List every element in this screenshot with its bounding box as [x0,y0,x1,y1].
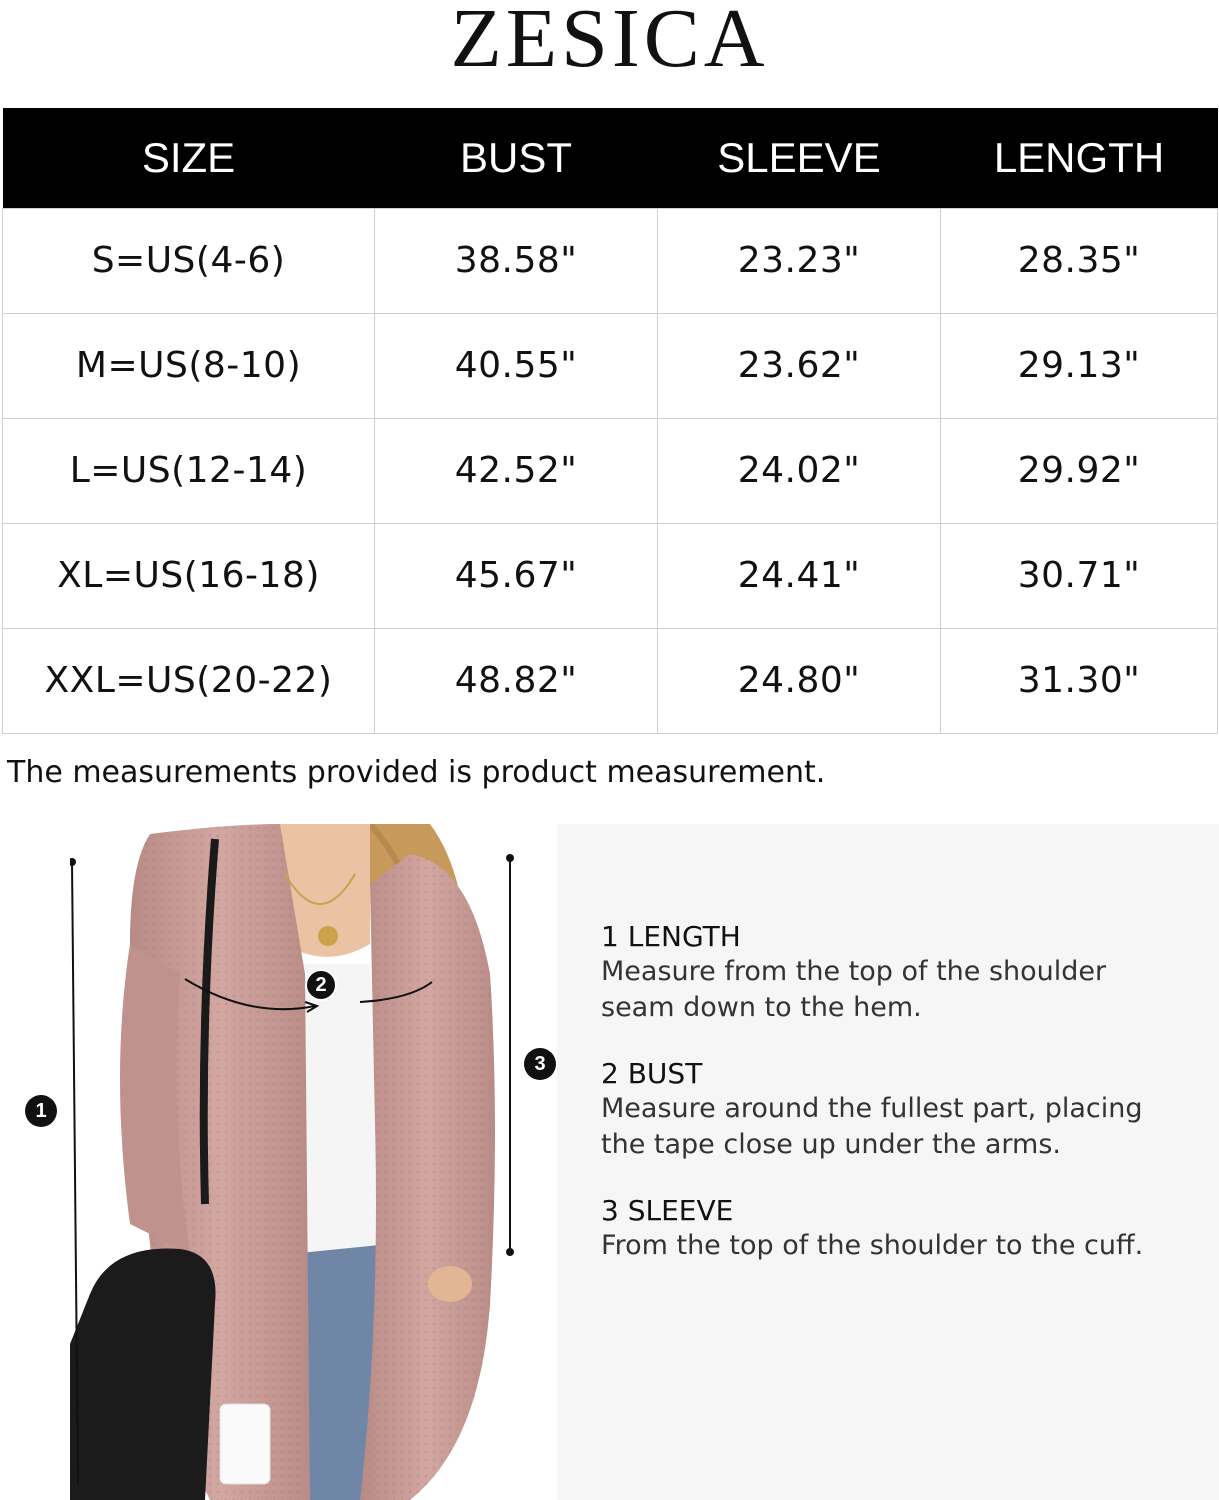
cell-sleeve: 24.02" [658,418,941,523]
guide-bust-text: Measure around the fullest part, placing the tape close up under the arms. [601,1093,1143,1160]
cell-size: XL=US(16-18) [3,523,375,628]
guide-bust [601,1057,1143,1163]
marker-length: 1 [25,1095,57,1127]
hand [428,1266,472,1302]
table-row [3,418,1218,523]
cell-bust: 45.67" [375,523,658,628]
cell-length: 30.71" [941,523,1218,628]
size-chart-table [2,108,1218,734]
measurement-guide-panel [557,824,1219,1500]
marker-bust: 2 [305,969,337,1001]
guide-bust-title: 2 BUST [601,1057,703,1090]
coffee-cup [220,1404,270,1484]
guide-length-title: 1 LENGTH [601,920,741,953]
cell-length: 28.35" [941,208,1218,313]
cell-length: 31.30" [941,628,1218,733]
model-illustration [70,824,530,1500]
cell-length: 29.92" [941,418,1218,523]
header-size: SIZE [3,108,375,208]
cell-size: XXL=US(20-22) [3,628,375,733]
cell-bust: 48.82" [375,628,658,733]
cell-size: M=US(8-10) [3,313,375,418]
guide-length [601,920,1106,1026]
cell-bust: 38.58" [375,208,658,313]
header-length: LENGTH [941,108,1218,208]
guide-length-text: Measure from the top of the shoulder seam down to the hem. [601,956,1107,1023]
cell-bust: 40.55" [375,313,658,418]
table-row [3,313,1218,418]
cell-sleeve: 23.23" [658,208,941,313]
table-row [3,523,1218,628]
cell-bust: 42.52" [375,418,658,523]
cell-length: 29.13" [941,313,1218,418]
guide-sleeve-title: 3 SLEEVE [601,1194,734,1227]
cell-sleeve: 23.62" [658,313,941,418]
measurement-note: The measurements provided is product measurement. [7,755,826,790]
table-row [3,628,1218,733]
cell-size: S=US(4-6) [3,208,375,313]
brand-logo: ZESICA [450,0,769,85]
cell-sleeve: 24.80" [658,628,941,733]
cell-size: L=US(12-14) [3,418,375,523]
cell-sleeve: 24.41" [658,523,941,628]
table-header-row [3,108,1218,208]
guide-sleeve [601,1194,1143,1264]
table-row [3,208,1218,313]
guide-sleeve-text: From the top of the shoulder to the cuff. [601,1230,1144,1261]
header-sleeve: SLEEVE [658,108,941,208]
marker-sleeve: 3 [524,1048,556,1080]
pendant [318,926,338,946]
handbag [70,1249,216,1500]
header-bust: BUST [375,108,658,208]
